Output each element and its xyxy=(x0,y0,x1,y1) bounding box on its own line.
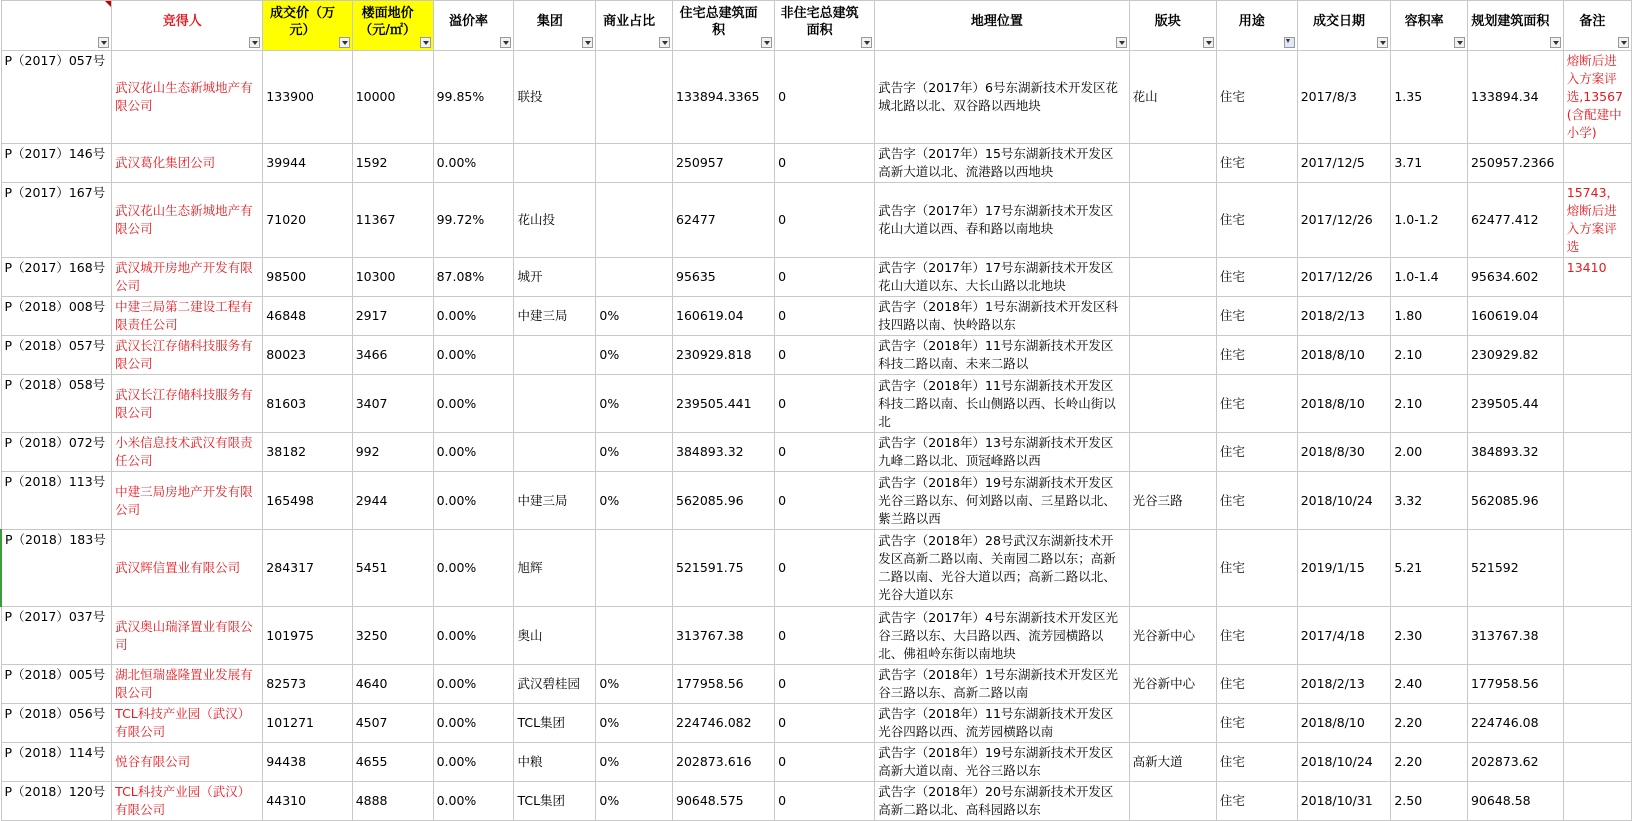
table-row xyxy=(1,607,1632,665)
cell-planned-area[interactable]: 230929.82 xyxy=(1467,336,1563,375)
cell-winner[interactable]: 小米信息技术武汉有限责任公司 xyxy=(112,433,263,472)
cell-far[interactable]: 5.21 xyxy=(1391,530,1468,607)
cell-notes[interactable] xyxy=(1563,607,1631,665)
cell-winner[interactable]: 武汉葛化集团公司 xyxy=(112,144,263,183)
cell-far[interactable]: 2.20 xyxy=(1391,743,1468,782)
cell-residential-area[interactable]: 202873.616 xyxy=(673,743,775,782)
filter-dropdown-icon[interactable] xyxy=(582,37,593,48)
cell-block[interactable] xyxy=(1129,297,1216,336)
cell-premium[interactable]: 99.85% xyxy=(433,51,514,144)
cell-notes[interactable] xyxy=(1563,433,1631,472)
cell-date[interactable]: 2018/10/24 xyxy=(1297,472,1391,530)
cell-date[interactable]: 2018/8/10 xyxy=(1297,375,1391,433)
cell-location[interactable]: 武告字（2017年）4号东湖新技术开发区光谷三路以东、大吕路以西、流芳园横路以北、佛祖岭东街以南地块 xyxy=(875,607,1129,665)
col-header-notes: 备注 xyxy=(1563,1,1631,51)
cell-far[interactable]: 3.32 xyxy=(1391,472,1468,530)
col-header-price: 成交价（万元） xyxy=(263,1,352,51)
cell-far[interactable]: 2.30 xyxy=(1391,607,1468,665)
cell-price[interactable]: 44310 xyxy=(263,782,352,821)
cell-id[interactable]: P（2018）113号 xyxy=(1,472,112,530)
cell-floor-price[interactable]: 10300 xyxy=(352,258,433,297)
cell-floor-price[interactable]: 4655 xyxy=(352,743,433,782)
cell-block[interactable] xyxy=(1129,433,1216,472)
header-row xyxy=(1,1,1632,51)
cell-planned-area[interactable]: 177958.56 xyxy=(1467,665,1563,704)
cell-location[interactable]: 武告字（2018年）1号东湖新技术开发区科技四路以南、快岭路以东 xyxy=(875,297,1129,336)
cell-id[interactable]: P（2017）146号 xyxy=(1,144,112,183)
cell-commercial-ratio[interactable]: 0% xyxy=(596,743,673,782)
cell-planned-area[interactable]: 384893.32 xyxy=(1467,433,1563,472)
filter-dropdown-icon[interactable] xyxy=(761,37,772,48)
cell-floor-price[interactable]: 3466 xyxy=(352,336,433,375)
table-row xyxy=(1,258,1632,297)
cell-id[interactable]: P（2018）008号 xyxy=(1,297,112,336)
cell-commercial-ratio[interactable]: 0% xyxy=(596,782,673,821)
cell-residential-area[interactable]: 62477 xyxy=(673,183,775,258)
cell-price[interactable]: 165498 xyxy=(263,472,352,530)
cell-date[interactable]: 2019/1/15 xyxy=(1297,530,1391,607)
cell-residential-area[interactable]: 95635 xyxy=(673,258,775,297)
cell-residential-area[interactable]: 521591.75 xyxy=(673,530,775,607)
cell-notes[interactable] xyxy=(1563,743,1631,782)
cell-planned-area[interactable]: 250957.2366 xyxy=(1467,144,1563,183)
cell-winner[interactable]: 中建三局房地产开发有限公司 xyxy=(112,472,263,530)
cell-block[interactable] xyxy=(1129,183,1216,258)
cell-group[interactable]: TCL集团 xyxy=(514,704,596,743)
cell-block[interactable] xyxy=(1129,530,1216,607)
cell-location[interactable]: 武告字（2018年）11号东湖新技术开发区科技二路以南、未来二路以 xyxy=(875,336,1129,375)
cell-premium[interactable]: 0.00% xyxy=(433,530,514,607)
cell-commercial-ratio[interactable] xyxy=(596,258,673,297)
cell-planned-area[interactable]: 202873.62 xyxy=(1467,743,1563,782)
cell-far[interactable]: 2.10 xyxy=(1391,375,1468,433)
cell-usage[interactable]: 住宅 xyxy=(1216,51,1297,144)
cell-commercial-ratio[interactable] xyxy=(596,183,673,258)
cell-residential-area[interactable]: 160619.04 xyxy=(673,297,775,336)
cell-notes[interactable]: 熔断后进入方案评选,13567(含配建中小学) xyxy=(1563,51,1631,144)
table-row xyxy=(1,704,1632,743)
cell-planned-area[interactable]: 313767.38 xyxy=(1467,607,1563,665)
cell-block[interactable] xyxy=(1129,782,1216,821)
filter-dropdown-icon[interactable] xyxy=(861,37,872,48)
cell-notes[interactable] xyxy=(1563,375,1631,433)
cell-location[interactable]: 武告字（2018年）11号东湖新技术开发区光谷四路以西、流芳园横路以南 xyxy=(875,704,1129,743)
cell-block[interactable] xyxy=(1129,258,1216,297)
table-row xyxy=(1,51,1632,144)
cell-floor-price[interactable]: 1592 xyxy=(352,144,433,183)
cell-nonresidential-area[interactable]: 0 xyxy=(775,433,875,472)
col-header-planned-area: 规划建筑面积 xyxy=(1467,1,1563,51)
filter-dropdown-icon[interactable] xyxy=(1618,37,1629,48)
cell-usage[interactable]: 住宅 xyxy=(1216,336,1297,375)
cell-residential-area[interactable]: 90648.575 xyxy=(673,782,775,821)
cell-usage[interactable]: 住宅 xyxy=(1216,375,1297,433)
cell-date[interactable]: 2017/4/18 xyxy=(1297,607,1391,665)
cell-usage[interactable]: 住宅 xyxy=(1216,258,1297,297)
cell-floor-price[interactable]: 4888 xyxy=(352,782,433,821)
cell-nonresidential-area[interactable]: 0 xyxy=(775,607,875,665)
cell-nonresidential-area[interactable]: 0 xyxy=(775,258,875,297)
cell-planned-area[interactable]: 95634.602 xyxy=(1467,258,1563,297)
cell-far[interactable]: 2.50 xyxy=(1391,782,1468,821)
cell-date[interactable]: 2018/8/10 xyxy=(1297,704,1391,743)
cell-residential-area[interactable]: 177958.56 xyxy=(673,665,775,704)
table-row xyxy=(1,782,1632,821)
cell-nonresidential-area[interactable]: 0 xyxy=(775,144,875,183)
cell-id[interactable]: P（2018）058号 xyxy=(1,375,112,433)
cell-far[interactable]: 2.10 xyxy=(1391,336,1468,375)
cell-notes[interactable] xyxy=(1563,472,1631,530)
cell-id[interactable]: P（2018）183号 xyxy=(1,530,112,607)
cell-floor-price[interactable]: 4640 xyxy=(352,665,433,704)
table-row xyxy=(1,530,1632,607)
col-header-group: 集团 xyxy=(514,1,596,51)
filter-dropdown-icon[interactable] xyxy=(500,37,511,48)
cell-residential-area[interactable]: 230929.818 xyxy=(673,336,775,375)
cell-usage[interactable]: 住宅 xyxy=(1216,183,1297,258)
cell-id[interactable]: P（2017）168号 xyxy=(1,258,112,297)
cell-floor-price[interactable]: 2917 xyxy=(352,297,433,336)
cell-winner[interactable]: 湖北恒瑞盛隆置业发展有限公司 xyxy=(112,665,263,704)
cell-location[interactable]: 武告字（2018年）1号东湖新技术开发区光谷三路以东、高新二路以南 xyxy=(875,665,1129,704)
cell-premium[interactable]: 0.00% xyxy=(433,375,514,433)
cell-commercial-ratio[interactable] xyxy=(596,51,673,144)
cell-block[interactable] xyxy=(1129,375,1216,433)
cell-price[interactable]: 133900 xyxy=(263,51,352,144)
cell-location[interactable]: 武告字（2018年）20号东湖新技术开发区高新二路以北、高科园路以东 xyxy=(875,782,1129,821)
cell-floor-price[interactable]: 2944 xyxy=(352,472,433,530)
cell-group[interactable]: 旭辉 xyxy=(514,530,596,607)
cell-usage[interactable]: 住宅 xyxy=(1216,297,1297,336)
cell-id[interactable]: P（2018）114号 xyxy=(1,743,112,782)
cell-date[interactable]: 2018/10/24 xyxy=(1297,743,1391,782)
cell-notes[interactable] xyxy=(1563,297,1631,336)
cell-commercial-ratio[interactable]: 0% xyxy=(596,375,673,433)
cell-planned-area[interactable]: 160619.04 xyxy=(1467,297,1563,336)
cell-location[interactable]: 武告字（2017年）17号东湖新技术开发区花山大道以西、春和路以南地块 xyxy=(875,183,1129,258)
cell-usage[interactable]: 住宅 xyxy=(1216,472,1297,530)
cell-planned-area[interactable]: 90648.58 xyxy=(1467,782,1563,821)
cell-commercial-ratio[interactable] xyxy=(596,144,673,183)
cell-id[interactable]: P（2018）120号 xyxy=(1,782,112,821)
cell-winner[interactable]: 武汉长江存储科技服务有限公司 xyxy=(112,375,263,433)
cell-nonresidential-area[interactable]: 0 xyxy=(775,743,875,782)
cell-group[interactable] xyxy=(514,433,596,472)
cell-nonresidential-area[interactable]: 0 xyxy=(775,297,875,336)
cell-usage[interactable]: 住宅 xyxy=(1216,782,1297,821)
cell-far[interactable]: 1.35 xyxy=(1391,51,1468,144)
cell-price[interactable]: 71020 xyxy=(263,183,352,258)
cell-date[interactable]: 2018/10/31 xyxy=(1297,782,1391,821)
cell-date[interactable]: 2017/12/5 xyxy=(1297,144,1391,183)
cell-commercial-ratio[interactable]: 0% xyxy=(596,336,673,375)
filter-dropdown-icon[interactable] xyxy=(1454,37,1465,48)
cell-residential-area[interactable]: 133894.3365 xyxy=(673,51,775,144)
table-row xyxy=(1,297,1632,336)
cell-floor-price[interactable]: 3407 xyxy=(352,375,433,433)
cell-block[interactable] xyxy=(1129,704,1216,743)
cell-usage[interactable]: 住宅 xyxy=(1216,607,1297,665)
cell-group[interactable]: 城开 xyxy=(514,258,596,297)
cell-group[interactable]: 中建三局 xyxy=(514,297,596,336)
cell-price[interactable]: 101975 xyxy=(263,607,352,665)
cell-winner[interactable]: 悦谷有限公司 xyxy=(112,743,263,782)
cell-id[interactable]: P（2018）056号 xyxy=(1,704,112,743)
cell-group[interactable]: 中粮 xyxy=(514,743,596,782)
cell-price[interactable]: 80023 xyxy=(263,336,352,375)
cell-residential-area[interactable]: 562085.96 xyxy=(673,472,775,530)
cell-premium[interactable]: 0.00% xyxy=(433,743,514,782)
cell-residential-area[interactable]: 384893.32 xyxy=(673,433,775,472)
cell-premium[interactable]: 0.00% xyxy=(433,297,514,336)
cell-winner[interactable]: 武汉长江存储科技服务有限公司 xyxy=(112,336,263,375)
cell-far[interactable]: 2.40 xyxy=(1391,665,1468,704)
col-header-block: 版块 xyxy=(1129,1,1216,51)
table-row xyxy=(1,336,1632,375)
filter-dropdown-icon[interactable] xyxy=(249,37,260,48)
col-header-floor-price: 楼面地价（元/㎡） xyxy=(352,1,433,51)
cell-usage[interactable]: 住宅 xyxy=(1216,433,1297,472)
cell-planned-area[interactable]: 239505.44 xyxy=(1467,375,1563,433)
cell-id[interactable]: P（2017）057号 xyxy=(1,51,112,144)
cell-location[interactable]: 武告字（2017年）6号东湖新技术开发区花城北路以北、双谷路以西地块 xyxy=(875,51,1129,144)
cell-price[interactable]: 94438 xyxy=(263,743,352,782)
cell-notes[interactable] xyxy=(1563,336,1631,375)
cell-notes[interactable] xyxy=(1563,530,1631,607)
cell-notes[interactable]: 15743，熔断后进入方案评选 xyxy=(1563,183,1631,258)
cell-nonresidential-area[interactable]: 0 xyxy=(775,704,875,743)
filter-dropdown-icon[interactable] xyxy=(98,37,109,48)
cell-winner[interactable]: 武汉花山生态新城地产有限公司 xyxy=(112,183,263,258)
cell-notes[interactable]: 13410 xyxy=(1563,258,1631,297)
filter-dropdown-icon[interactable] xyxy=(659,37,670,48)
cell-price[interactable]: 46848 xyxy=(263,297,352,336)
col-header-nonresidential-area: 非住宅总建筑面积 xyxy=(775,1,875,51)
cell-price[interactable]: 284317 xyxy=(263,530,352,607)
cell-residential-area[interactable]: 313767.38 xyxy=(673,607,775,665)
cell-floor-price[interactable]: 992 xyxy=(352,433,433,472)
cell-date[interactable]: 2018/8/10 xyxy=(1297,336,1391,375)
cell-usage[interactable]: 住宅 xyxy=(1216,530,1297,607)
table-row xyxy=(1,472,1632,530)
cell-usage[interactable]: 住宅 xyxy=(1216,743,1297,782)
cell-price[interactable]: 39944 xyxy=(263,144,352,183)
table-row xyxy=(1,433,1632,472)
cell-price[interactable]: 81603 xyxy=(263,375,352,433)
cell-group[interactable]: 联投 xyxy=(514,51,596,144)
cell-premium[interactable]: 0.00% xyxy=(433,607,514,665)
col-header-commercial-ratio: 商业占比 xyxy=(596,1,673,51)
cell-premium[interactable]: 87.08% xyxy=(433,258,514,297)
col-header-usage: 用途 xyxy=(1216,1,1297,51)
filter-dropdown-icon[interactable] xyxy=(1116,37,1127,48)
cell-nonresidential-area[interactable]: 0 xyxy=(775,183,875,258)
cell-floor-price[interactable]: 5451 xyxy=(352,530,433,607)
table-row xyxy=(1,144,1632,183)
cell-block[interactable]: 花山 xyxy=(1129,51,1216,144)
cell-price[interactable]: 98500 xyxy=(263,258,352,297)
cell-floor-price[interactable]: 10000 xyxy=(352,51,433,144)
cell-nonresidential-area[interactable]: 0 xyxy=(775,375,875,433)
cell-group[interactable] xyxy=(514,375,596,433)
table-body xyxy=(1,51,1632,821)
filter-dropdown-icon[interactable] xyxy=(339,37,350,48)
cell-location[interactable]: 武告字（2017年）17号东湖新技术开发区花山大道以东、大长山路以北地块 xyxy=(875,258,1129,297)
cell-id[interactable]: P（2017）167号 xyxy=(1,183,112,258)
cell-nonresidential-area[interactable]: 0 xyxy=(775,51,875,144)
cell-usage[interactable]: 住宅 xyxy=(1216,704,1297,743)
cell-block[interactable] xyxy=(1129,144,1216,183)
cell-commercial-ratio[interactable]: 0% xyxy=(596,704,673,743)
cell-floor-price[interactable]: 11367 xyxy=(352,183,433,258)
cell-commercial-ratio[interactable] xyxy=(596,607,673,665)
cell-premium[interactable]: 99.72% xyxy=(433,183,514,258)
cell-premium[interactable]: 0.00% xyxy=(433,782,514,821)
cell-nonresidential-area[interactable]: 0 xyxy=(775,530,875,607)
cell-id[interactable]: P（2018）057号 xyxy=(1,336,112,375)
cell-date[interactable]: 2018/8/30 xyxy=(1297,433,1391,472)
cell-location[interactable]: 武告字（2018年）11号东湖新技术开发区科技二路以南、长山侧路以西、长岭山街以北 xyxy=(875,375,1129,433)
filter-dropdown-icon[interactable] xyxy=(1550,37,1561,48)
col-header-residential-area: 住宅总建筑面积 xyxy=(673,1,775,51)
cell-winner[interactable]: TCL科技产业园（武汉）有限公司 xyxy=(112,704,263,743)
cell-planned-area[interactable]: 133894.34 xyxy=(1467,51,1563,144)
cell-commercial-ratio[interactable]: 0% xyxy=(596,433,673,472)
cell-notes[interactable] xyxy=(1563,704,1631,743)
cell-location[interactable]: 武告字（2018年）19号东湖新技术开发区高新大道以南、光谷三路以东 xyxy=(875,743,1129,782)
table-row xyxy=(1,183,1632,258)
filter-active-icon[interactable] xyxy=(1284,37,1295,48)
col-header-far: 容积率 xyxy=(1391,1,1468,51)
cell-floor-price[interactable]: 3250 xyxy=(352,607,433,665)
cell-far[interactable]: 1.80 xyxy=(1391,297,1468,336)
cell-notes[interactable] xyxy=(1563,144,1631,183)
cell-winner[interactable]: 武汉辉信置业有限公司 xyxy=(112,530,263,607)
cell-commercial-ratio[interactable]: 0% xyxy=(596,472,673,530)
cell-id[interactable]: P（2017）037号 xyxy=(1,607,112,665)
cell-winner[interactable]: 中建三局第二建设工程有限责任公司 xyxy=(112,297,263,336)
cell-location[interactable]: 武告字（2018年）28号武汉东湖新技术开发区高新二路以南、关南园二路以东；高新二路以南、光谷大道以西；高新二路以北、光谷大道以东 xyxy=(875,530,1129,607)
cell-residential-area[interactable]: 250957 xyxy=(673,144,775,183)
cell-group[interactable] xyxy=(514,144,596,183)
cell-group[interactable] xyxy=(514,336,596,375)
filter-dropdown-icon[interactable] xyxy=(420,37,431,48)
cell-winner[interactable]: 武汉城开房地产开发有限公司 xyxy=(112,258,263,297)
cell-date[interactable]: 2018/2/13 xyxy=(1297,297,1391,336)
table-row xyxy=(1,743,1632,782)
cell-commercial-ratio[interactable]: 0% xyxy=(596,297,673,336)
cell-residential-area[interactable]: 224746.082 xyxy=(673,704,775,743)
cell-commercial-ratio[interactable]: 0% xyxy=(596,665,673,704)
filter-dropdown-icon[interactable] xyxy=(1377,37,1388,48)
cell-date[interactable]: 2018/2/13 xyxy=(1297,665,1391,704)
cell-premium[interactable]: 0.00% xyxy=(433,704,514,743)
table-row xyxy=(1,665,1632,704)
cell-planned-area[interactable]: 224746.08 xyxy=(1467,704,1563,743)
cell-far[interactable]: 3.71 xyxy=(1391,144,1468,183)
cell-location[interactable]: 武告字（2018年）13号东湖新技术开发区九峰二路以北、顶冠峰路以西 xyxy=(875,433,1129,472)
cell-far[interactable]: 2.00 xyxy=(1391,433,1468,472)
col-header-id xyxy=(1,1,112,51)
cell-nonresidential-area[interactable]: 0 xyxy=(775,472,875,530)
cell-notes[interactable] xyxy=(1563,782,1631,821)
cell-group[interactable]: 奥山 xyxy=(514,607,596,665)
cell-nonresidential-area[interactable]: 0 xyxy=(775,336,875,375)
cell-premium[interactable]: 0.00% xyxy=(433,336,514,375)
cell-planned-area[interactable]: 62477.412 xyxy=(1467,183,1563,258)
col-header-winner: 竞得人 xyxy=(112,1,263,51)
comment-indicator xyxy=(105,1,111,7)
cell-far[interactable]: 1.0-1.4 xyxy=(1391,258,1468,297)
filter-dropdown-icon[interactable] xyxy=(1203,37,1214,48)
cell-block[interactable]: 光谷三路 xyxy=(1129,472,1216,530)
cell-price[interactable]: 38182 xyxy=(263,433,352,472)
cell-price[interactable]: 82573 xyxy=(263,665,352,704)
cell-far[interactable]: 2.20 xyxy=(1391,704,1468,743)
cell-winner[interactable]: TCL科技产业园（武汉）有限公司 xyxy=(112,782,263,821)
cell-nonresidential-area[interactable]: 0 xyxy=(775,665,875,704)
cell-date[interactable]: 2017/12/26 xyxy=(1297,183,1391,258)
cell-location[interactable]: 武告字（2018年）19号东湖新技术开发区光谷三路以东、何刘路以南、三星路以北、紫兰路以西 xyxy=(875,472,1129,530)
cell-planned-area[interactable]: 562085.96 xyxy=(1467,472,1563,530)
col-header-location: 地理位置 xyxy=(875,1,1129,51)
cell-price[interactable]: 101271 xyxy=(263,704,352,743)
cell-id[interactable]: P（2018）072号 xyxy=(1,433,112,472)
col-header-date: 成交日期 xyxy=(1297,1,1391,51)
cell-date[interactable]: 2017/12/26 xyxy=(1297,258,1391,297)
cell-group[interactable]: 花山投 xyxy=(514,183,596,258)
cell-premium[interactable]: 0.00% xyxy=(433,144,514,183)
cell-notes[interactable] xyxy=(1563,665,1631,704)
cell-usage[interactable]: 住宅 xyxy=(1216,144,1297,183)
table-row xyxy=(1,375,1632,433)
cell-block[interactable] xyxy=(1129,336,1216,375)
cell-premium[interactable]: 0.00% xyxy=(433,433,514,472)
cell-date[interactable]: 2017/8/3 xyxy=(1297,51,1391,144)
cell-premium[interactable]: 0.00% xyxy=(433,472,514,530)
col-header-premium: 溢价率 xyxy=(433,1,514,51)
cell-group[interactable]: TCL集团 xyxy=(514,782,596,821)
cell-planned-area[interactable]: 521592 xyxy=(1467,530,1563,607)
cell-winner[interactable]: 武汉奥山瑞泽置业有限公司 xyxy=(112,607,263,665)
cell-location[interactable]: 武告字（2017年）15号东湖新技术开发区高新大道以北、流港路以西地块 xyxy=(875,144,1129,183)
cell-group[interactable]: 武汉碧桂园 xyxy=(514,665,596,704)
cell-block[interactable]: 光谷新中心 xyxy=(1129,607,1216,665)
cell-residential-area[interactable]: 239505.441 xyxy=(673,375,775,433)
cell-floor-price[interactable]: 4507 xyxy=(352,704,433,743)
cell-id[interactable]: P（2018）005号 xyxy=(1,665,112,704)
cell-block[interactable]: 光谷新中心 xyxy=(1129,665,1216,704)
cell-commercial-ratio[interactable] xyxy=(596,530,673,607)
cell-usage[interactable]: 住宅 xyxy=(1216,665,1297,704)
cell-nonresidential-area[interactable]: 0 xyxy=(775,782,875,821)
cell-winner[interactable]: 武汉花山生态新城地产有限公司 xyxy=(112,51,263,144)
cell-premium[interactable]: 0.00% xyxy=(433,665,514,704)
cell-far[interactable]: 1.0-1.2 xyxy=(1391,183,1468,258)
cell-group[interactable]: 中建三局 xyxy=(514,472,596,530)
cell-block[interactable]: 高新大道 xyxy=(1129,743,1216,782)
